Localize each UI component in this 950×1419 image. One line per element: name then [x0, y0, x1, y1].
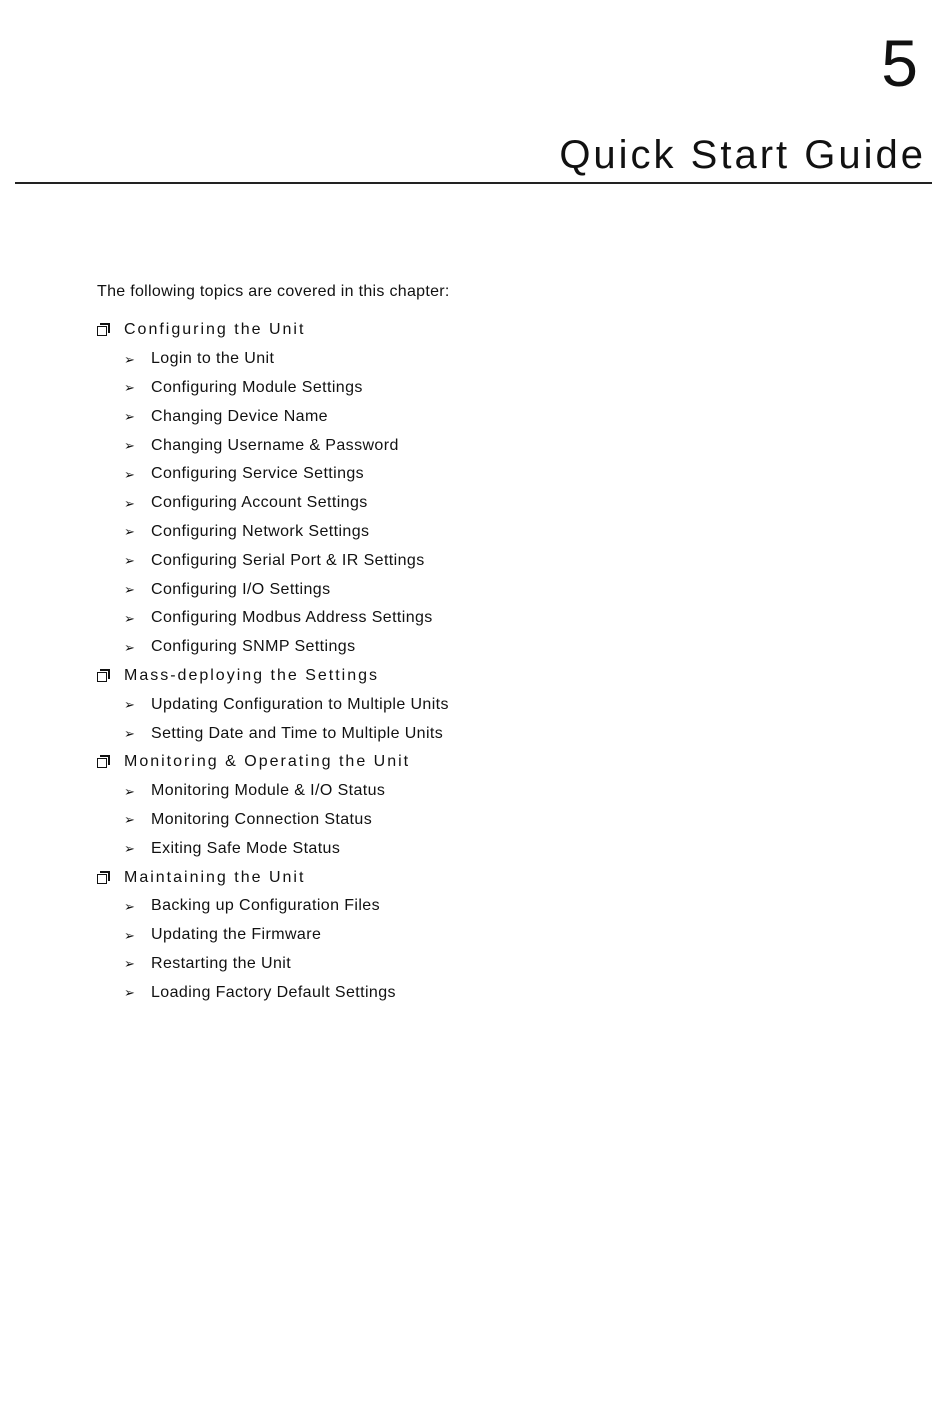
subtopic-list	[97, 690, 877, 748]
arrow-bullet-icon: ➢	[124, 409, 136, 425]
list-item-label: Updating Configuration to Multiple Units	[151, 695, 449, 713]
arrow-bullet-icon: ➢	[124, 438, 136, 454]
arrow-bullet-icon: ➢	[124, 380, 136, 396]
arrow-bullet-icon: ➢	[124, 495, 136, 511]
list-item-label: Setting Date and Time to Multiple Units	[151, 724, 444, 742]
list-item-label: Configuring SNMP Settings	[151, 638, 356, 656]
arrow-bullet-icon: ➢	[124, 726, 136, 742]
arrow-bullet-icon: ➢	[124, 351, 136, 367]
section-heading	[97, 662, 877, 691]
arrow-bullet-icon: ➢	[124, 524, 136, 540]
section-title: Maintaining the Unit	[124, 868, 306, 886]
chapter-title: Quick Start Guide	[559, 133, 926, 177]
list-item	[97, 431, 877, 460]
list-item-label: Configuring Serial Port & IR Settings	[151, 551, 425, 569]
list-item-label: Configuring Service Settings	[151, 465, 365, 483]
list-item-label: Exiting Safe Mode Status	[151, 839, 341, 857]
topic-section	[97, 863, 877, 1007]
list-item	[97, 518, 877, 547]
list-item	[97, 345, 877, 374]
list-item	[97, 489, 877, 518]
list-item-label: Updating the Firmware	[151, 926, 322, 944]
arrow-bullet-icon: ➢	[124, 697, 136, 713]
box-bullet-icon	[97, 756, 109, 768]
subtopic-list	[97, 777, 877, 863]
list-item-label: Changing Device Name	[151, 407, 328, 425]
list-item	[97, 719, 877, 748]
title-divider	[15, 182, 932, 184]
arrow-bullet-icon: ➢	[124, 985, 136, 1001]
list-item	[97, 402, 877, 431]
arrow-bullet-icon: ➢	[124, 466, 136, 482]
box-bullet-icon	[97, 324, 109, 336]
arrow-bullet-icon: ➢	[124, 898, 136, 914]
list-item-label: Restarting the Unit	[151, 954, 292, 972]
topic-list	[97, 316, 877, 1007]
list-item-label: Login to the Unit	[151, 350, 275, 368]
topic-section	[97, 748, 877, 863]
list-item-label: Configuring Network Settings	[151, 522, 370, 540]
list-item-label: Backing up Configuration Files	[151, 897, 381, 915]
section-title: Mass-deploying the Settings	[124, 666, 379, 684]
section-heading	[97, 316, 877, 345]
arrow-bullet-icon: ➢	[124, 927, 136, 943]
arrow-bullet-icon: ➢	[124, 639, 136, 655]
arrow-bullet-icon: ➢	[124, 841, 136, 857]
list-item	[97, 892, 877, 921]
box-bullet-icon	[97, 872, 109, 884]
arrow-bullet-icon: ➢	[124, 610, 136, 626]
section-heading	[97, 863, 877, 892]
list-item-label: Configuring I/O Settings	[151, 580, 331, 598]
list-item	[97, 374, 877, 403]
list-item	[97, 806, 877, 835]
topic-section	[97, 316, 877, 662]
arrow-bullet-icon: ➢	[124, 783, 136, 799]
list-item-label: Configuring Account Settings	[151, 494, 368, 512]
list-item	[97, 950, 877, 979]
list-item-label: Monitoring Connection Status	[151, 810, 373, 828]
subtopic-list	[97, 892, 877, 1007]
list-item	[97, 777, 877, 806]
list-item	[97, 460, 877, 489]
arrow-bullet-icon: ➢	[124, 812, 136, 828]
section-heading	[97, 748, 877, 777]
section-title: Monitoring & Operating the Unit	[124, 753, 411, 771]
list-item	[97, 921, 877, 950]
list-item	[97, 546, 877, 575]
list-item-label: Configuring Module Settings	[151, 378, 363, 396]
list-item	[97, 575, 877, 604]
topic-section	[97, 662, 877, 748]
arrow-bullet-icon: ➢	[124, 956, 136, 972]
list-item	[97, 604, 877, 633]
list-item-label: Configuring Modbus Address Settings	[151, 609, 433, 627]
list-item-label: Monitoring Module & I/O Status	[151, 782, 386, 800]
list-item-label: Loading Factory Default Settings	[151, 983, 396, 1001]
chapter-contents	[97, 280, 877, 1007]
section-title: Configuring the Unit	[124, 321, 306, 339]
list-item	[97, 834, 877, 863]
box-bullet-icon	[97, 670, 109, 682]
intro-text: The following topics are covered in this chapter:	[97, 283, 450, 300]
subtopic-list	[97, 345, 877, 662]
list-item-label: Changing Username & Password	[151, 436, 399, 454]
list-item	[97, 633, 877, 662]
list-item	[97, 690, 877, 719]
arrow-bullet-icon: ➢	[124, 582, 136, 598]
chapter-number: 5	[881, 26, 918, 100]
arrow-bullet-icon: ➢	[124, 553, 136, 569]
list-item	[97, 978, 877, 1007]
